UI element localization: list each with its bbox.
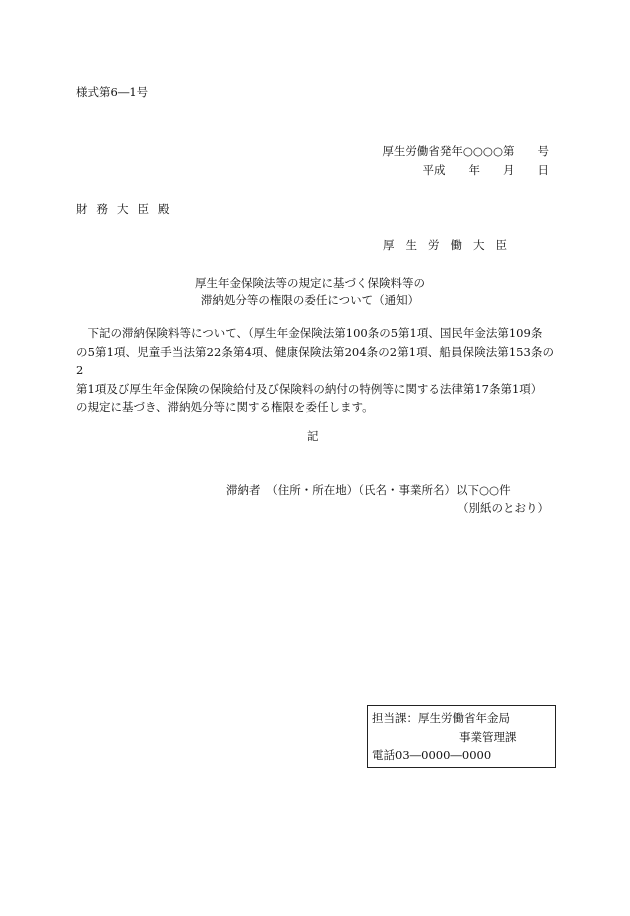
- contact-department: 担当課：厚生労働省年金局: [372, 711, 510, 725]
- body-line-2: の5第1項、児童手当法第22条第4項、健康保険法第204条の2第1項、船員保険法第153条の2: [76, 344, 554, 377]
- delinquent-line: 滞納者 （住所・所在地）（氏名・事業所名）以下○○件: [226, 483, 511, 497]
- body-line-4: の規定に基づき、滞納処分等に関する権限を委任します。: [76, 400, 374, 414]
- subject-line-1: 厚生年金保険法等の規定に基づく保険料等の: [195, 276, 425, 290]
- addressee: 財務大臣殿: [76, 202, 179, 216]
- sender: 厚生労働大臣: [383, 238, 518, 252]
- delinquent-note: （別紙のとおり）: [457, 501, 549, 515]
- body-line-3: 第1項及び厚生年金保険の保険給付及び保険料の納付の特例等に関する法律第17条第1項）: [76, 381, 543, 396]
- document-number: 厚生労働省発年○○○○第 号: [382, 144, 549, 158]
- subject-line-2: 滞納処分等の権限の委任について（通知）: [200, 293, 420, 307]
- form-number: 様式第6―1号: [76, 85, 149, 99]
- contact-box: [367, 705, 556, 768]
- subject: [0, 275, 630, 309]
- contact-phone: 電話03―0000―0000: [372, 748, 492, 762]
- ki-heading: 記: [307, 429, 319, 443]
- body-paragraph: [76, 324, 554, 417]
- document-date: 平成 年 月 日: [422, 163, 549, 177]
- body-line-1: 下記の滞納保険料等について、（厚生年金保険法第100条の5第1項、国民年金法第109条: [76, 326, 543, 340]
- contact-division: 事業管理課: [459, 729, 517, 744]
